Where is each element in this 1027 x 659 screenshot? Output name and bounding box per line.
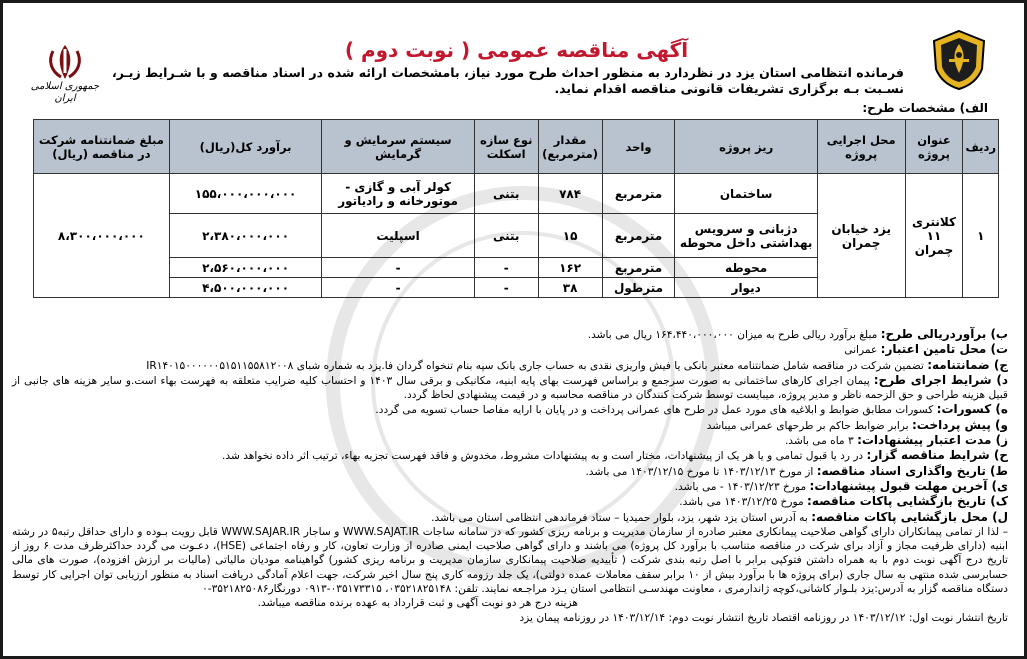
conditions-list (12, 327, 1008, 625)
condition-text: پیمان اجرای کارهای ساختمانی به صورت سرجمع و براساس فهرست بهای پایه ابنیه، مکانیکی و برقی سال ۱۴۰۳ و احتساب کلیه ضرایب متعلقه به فهرست بهاء است.و سایر هزینه های جانبی از قبیل هزینه طراحی و حق الزحمه ناظر و مدیر پروژه، میبایست توسط شرکت کنندگان در مناقصه محاسبه و در قیمت پیشنهادی لحاظ گردد. (12, 374, 1008, 402)
condition-label: د) شرایط اجرای طرح: (873, 372, 1008, 387)
ad-title: آگهی مناقصه عمومی ( نوبت دوم ) (344, 38, 689, 62)
condition-text: هزینه درج هر دو نوبت آگهی و ثبت قرارداد به عهده برنده مناقصه میباشد. (257, 597, 578, 610)
cell-sub-project: محوطه (675, 258, 817, 278)
condition-item (12, 525, 1008, 596)
condition-label: ی) آخرین مهلت قبول پیشنهادات: (809, 478, 1008, 493)
cell-structure: - (474, 258, 538, 278)
cell-hvac: اسپلیت (322, 214, 474, 258)
cell-hvac: - (322, 278, 474, 298)
condition-text: مبلغ برآورد ریالی طرح به میزان ۱۶۴،۴۴۰،۰۰۰،۰۰۰ ریال می باشد. (587, 329, 878, 341)
emblem-caption: جمهوری اسلامی ایران (30, 81, 100, 104)
condition-item (12, 402, 1008, 417)
condition-text: مورخ ۱۴۰۳/۱۲/۲۳ - می باشد. (674, 480, 807, 493)
cell-quantity: ۱۶۲ (538, 258, 602, 278)
cell-hvac: - (322, 258, 474, 278)
cell-quantity: ۱۵ (538, 214, 602, 258)
ad-intro: فرمانده انتظامی استان یزد در نظردارد به منظور احداث طرح مورد نیاز، بامشخصات ارائه شده در اسناد مناقصه و با شـرایط زیـر، نسـبت بـه برگزاری تشریفات قانونی مناقصه اقدام نماید. (112, 65, 904, 96)
col-header-structure: نوع سازه اسکلت (474, 120, 538, 174)
condition-text: – لذا از تمامی پیمانکاران دارای گواهی صلاحیت پیمانکاری معتبر صادره از سازمان مدیریت و برنامه ریزی کشور که در سامانه ساجات WWW.SAJAT.IR و ساجار WWW.SAJAR.IR قابل رویت بـوده و دارای حداقل رتبه۵ در رشته ابنیه (دارای ظرفیت مجاز و آزاد برای شرکت در مناقصه متناسب با برآورد کل پروژه) می باشند و دارای گواهی صلاحیت ایمنی صادره از وزارت تعاون، کار و رفاه اجتماعی (HSE)، دعـوت می گردد حداکثرظرف مدت ۶ روز از تاریخ درج آگهی نوبت دوم با به همراه داشتن فتوکپی برابر با اصل رتبه بندی شرکت ( تأییدیه صلاحیت پیمانکاری سازمان مدیریت و برنامه ریزی کشور) گواهینامه مودیان مالیاتی (مالیات بر ارزش افزوده)، صورت های مالی حسابرسی شده منتهی به سال جاری (برای پروژه ها با برآورد بیش از ۱۰ برابر سقف معاملات عمده دولتی)، یک جلد رزومه کاری پنج سال اخیر شرکت، جهت اعلام آمادگی دریافت اسناد به منظور ارزیابی توان اجرایی کار توسط دستگاه مناقصه گزار به آدرس:یزد بلـوار کاشانی،کوچه ژاندارمری ، معاونت مهندسـی انتظامی استان یـزد مراجـعه نمایند. تلفن: ۰۳۵۲۱۸۲۵۱۴۸، ۰۳۵۱۷۳۳۱۵-۰۹۱۳ دورنگار۳۵۲۱۸۲۵۰۸۶-۰ (12, 525, 1008, 596)
condition-label: ل) محل بازگشایی پاکات مناقصه: (811, 509, 1008, 524)
cell-estimate: ۲،۵۶۰،۰۰۰،۰۰۰ (169, 258, 322, 278)
section-a-heading: الف) مشخصات طرح: (862, 101, 988, 115)
col-header-hvac: سیستم سرمایش و گرمایش (322, 120, 474, 174)
cell-estimate: ۱۵۵،۰۰۰،۰۰۰،۰۰۰ (169, 174, 322, 214)
condition-text: از مورخ ۱۴۰۳/۱۲/۱۳ تا مورخ ۱۴۰۳/۱۲/۱۵ می باشد. (585, 465, 814, 478)
cell-guarantee: ۸،۳۰۰،۰۰۰،۰۰۰ (34, 174, 170, 298)
cell-quantity: ۷۸۴ (538, 174, 602, 214)
condition-text: به آدرس استان یزد شهر، یزد، بلوار حمیدیا – ستاد فرماندهی انتظامی استان می باشد. (431, 511, 808, 524)
condition-item (12, 418, 1008, 433)
cell-sub-project: دژبانی و سرویس بهداشتی داخل محوطه (675, 214, 817, 258)
cell-row-no: ۱ (963, 174, 999, 298)
condition-item (12, 611, 1008, 625)
cell-unit: مترمربع (602, 174, 675, 214)
table-header-row (34, 120, 999, 174)
condition-item (12, 327, 1008, 342)
cell-structure: - (474, 278, 538, 298)
condition-item (12, 433, 1008, 448)
cell-unit: مترمربع (602, 214, 675, 258)
condition-text: در رد یا قبول تمامی و یا هر یک از پیشنهادات، مختار است و به پیشنهادات مشروط، مخدوش و فاقد فهرست تجزیه بهاء، ترتیب اثر داده نخواهد شد. (222, 450, 864, 463)
condition-label: ب) برآوردریالی طرح: (880, 327, 1008, 341)
condition-text: کسورات مطابق ضوابط و ابلاغیه های مورد عمل در طرح های عمرانی پرداخت و در پایان با ارایه مفاصا حساب تسویه می گردد. (375, 404, 934, 417)
condition-text: مورخ ۱۴۰۳/۱۲/۲۵ می باشد. (679, 496, 804, 509)
col-header-estimate: برآورد کل(ریال) (169, 120, 322, 174)
cell-estimate: ۲،۳۸۰،۰۰۰،۰۰۰ (169, 214, 322, 258)
condition-label: ج) ضمانتنامه: (927, 357, 1008, 372)
cell-structure: بتنی (474, 214, 538, 258)
cell-sub-project: ساختمان (675, 174, 817, 214)
cell-quantity: ۳۸ (538, 278, 602, 298)
condition-item (12, 596, 1008, 610)
condition-label: ک) تاریخ بازگشایی پاکات مناقصه: (807, 494, 1008, 509)
condition-label: ت) محل تامین اعتبار: (880, 342, 1008, 357)
cell-unit: مترمربع (602, 258, 675, 278)
project-table (33, 119, 999, 298)
col-header-sub-project: ریز پروژه (675, 120, 817, 174)
condition-item (12, 494, 1008, 509)
condition-label: و) پیش پرداخت: (911, 417, 1008, 432)
col-header-unit: واحد (602, 120, 675, 174)
condition-item (12, 373, 1008, 403)
condition-text: تاریخ انتشار نوبت اول: ۱۴۰۳/۱۲/۱۲ در روزنامه اقتصاد تاریخ انتشار نوبت دوم: ۱۴۰۳/۱۲/۱۴ در روزنامه پیمان یزد (519, 611, 1008, 624)
cell-structure: بتنی (474, 174, 538, 214)
cell-estimate: ۴،۵۰۰،۰۰۰،۰۰۰ (169, 278, 322, 298)
condition-text: تضمین شرکت در مناقصه شامل ضمانتنامه معتبر بانکی یا فیش واریزی نقدی به حساب جاری بانک سپه بنام تنخواه گردان فا.یزد به شماره شبای IR۱۴۰۱۵۰۰۰۰۰۰۵۱۵۱۱۵۵۸۱۲۰۰۸ (146, 359, 924, 372)
condition-item (12, 342, 1008, 357)
condition-item (12, 464, 1008, 479)
table-row (34, 174, 999, 214)
condition-text: برابر ضوابط حاکم بر طرحهای عمرانی میباشد (706, 419, 909, 432)
condition-item (12, 448, 1008, 463)
col-header-quantity: مقدار (مترمربع) (538, 120, 602, 174)
cell-project-title: کلانتری ۱۱ چمران (905, 174, 963, 298)
col-header-project-title: عنوان پروژه (905, 120, 963, 174)
col-header-guarantee: مبلغ ضمانتنامه شرکت در مناقصه (ریال) (34, 120, 170, 174)
cell-location: یزد خیابان چمران (817, 174, 905, 298)
condition-item (12, 358, 1008, 373)
condition-label: ز) مدت اعتبار پیشنهادات: (857, 433, 1008, 448)
col-header-location: محل اجرایی پروژه (817, 120, 905, 174)
condition-text: ۳ ماه می باشد. (784, 435, 854, 448)
cell-sub-project: دیوار (675, 278, 817, 298)
col-header-row-no: ردیف (963, 120, 999, 174)
condition-item (12, 510, 1008, 525)
cell-hvac: کولر آبی و گازی - موتورخانه و رادیاتور (322, 174, 474, 214)
cell-unit: مترطول (602, 278, 675, 298)
condition-text: عمرانی (844, 344, 878, 357)
condition-label: ط) تاریخ واگذاری اسناد مناقصه: (816, 463, 1008, 478)
condition-label: ه) کسورات: (936, 402, 1008, 417)
condition-label: ح) شرایط مناقصه گزار: (866, 448, 1008, 463)
condition-item (12, 479, 1008, 494)
